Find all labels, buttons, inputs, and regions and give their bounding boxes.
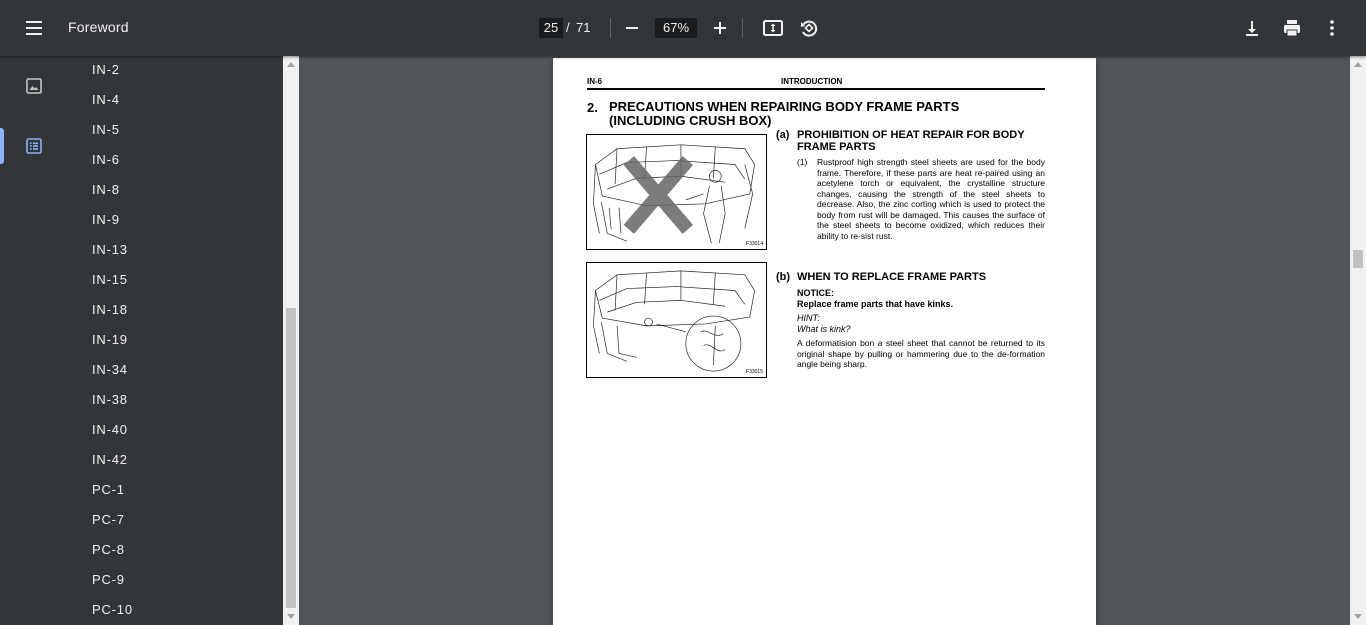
page-separator: /	[566, 20, 570, 35]
section-title: PRECAUTIONS WHEN REPAIRING BODY FRAME PARTS (INCLUDING CRUSH BOX)	[609, 99, 960, 128]
menu-icon[interactable]	[18, 14, 50, 42]
outline-item[interactable]: IN-13	[92, 242, 128, 257]
document-viewer	[299, 56, 1350, 625]
outline-item[interactable]: IN-18	[92, 302, 128, 317]
page-header-code: IN-6	[587, 77, 603, 86]
outline-item[interactable]: IN-5	[92, 122, 120, 137]
outline-item[interactable]: IN-34	[92, 362, 128, 377]
figure-code: F33015	[746, 369, 763, 375]
outline-item[interactable]: IN-15	[92, 272, 128, 287]
more-vert-icon[interactable]	[1318, 14, 1346, 42]
outline-item[interactable]: IN-19	[92, 332, 128, 347]
document-title: Foreword	[68, 19, 129, 35]
fit-page-icon[interactable]	[759, 14, 787, 42]
item-number: (1)	[797, 157, 808, 167]
hint-heading: HINT:	[797, 313, 820, 323]
outline-item[interactable]: IN-2	[92, 62, 120, 77]
outline-item[interactable]: PC-10	[92, 602, 133, 617]
zoom-out-icon[interactable]	[618, 14, 646, 42]
outline-item[interactable]: IN-9	[92, 212, 120, 227]
kink-definition-paragraph: A deformatision bon a steel sheet that cannot be returned to its original shape by pulling or hammering due to the de-formation angle being sharp.	[797, 338, 1045, 369]
heat-repair-paragraph: Rustproof high strength steel sheets are used for the body frame. Therefore, if these parts are heat re-paired using an acetylene torch or equivalent, the crystalline structure changes, causing the strength of the steel sheets to decrease. Also, the zinc corting which is used to protect the body from rust will be damaged. This causes the surface of the steel sheets to become oxidized, which reduces their ability to re-sist rust.	[817, 157, 1045, 241]
download-icon[interactable]	[1238, 14, 1266, 42]
scroll-down-arrow-icon[interactable]	[1354, 614, 1362, 619]
outline-item[interactable]: PC-7	[92, 512, 125, 527]
outline-item[interactable]: IN-8	[92, 182, 120, 197]
outline-item[interactable]: PC-1	[92, 482, 125, 497]
current-page-input[interactable]: 25	[539, 18, 563, 38]
outline-item[interactable]: IN-6	[92, 152, 120, 167]
toolbar-divider	[610, 18, 611, 38]
zoom-in-icon[interactable]	[706, 14, 734, 42]
rotate-icon[interactable]	[795, 14, 823, 42]
notice-heading: NOTICE:	[797, 288, 834, 298]
outline-item[interactable]: PC-8	[92, 542, 125, 557]
subsection-a-title: PROHIBITION OF HEAT REPAIR FOR BODY FRAME PARTS	[797, 129, 1025, 153]
outline-item[interactable]: IN-42	[92, 452, 128, 467]
outline-item[interactable]: IN-4	[92, 92, 120, 107]
figure-frame-replace	[586, 262, 767, 378]
page-header-title: INTRODUCTION	[781, 77, 843, 86]
thumbnail-view-icon[interactable]	[0, 67, 68, 105]
car-body-illustration	[587, 135, 766, 249]
scrollbar-thumb[interactable]	[1353, 250, 1363, 268]
total-pages: 71	[576, 20, 591, 35]
scroll-down-arrow-icon[interactable]	[287, 614, 295, 619]
car-frame-illustration	[587, 263, 766, 377]
viewer-scrollbar[interactable]	[1350, 56, 1366, 625]
pdf-toolbar	[0, 0, 1366, 56]
header-rule	[587, 88, 1045, 90]
scroll-up-arrow-icon[interactable]	[1354, 62, 1362, 67]
subsection-b-title: WHEN TO REPLACE FRAME PARTS	[797, 271, 987, 283]
sidebar-view-rail	[0, 56, 68, 625]
document-outline-icon[interactable]	[0, 127, 68, 165]
figure-heat-repair	[586, 134, 767, 250]
sidebar	[0, 56, 299, 625]
scrollbar-thumb[interactable]	[286, 308, 296, 608]
section-number: 2.	[587, 100, 598, 115]
notice-text: Replace frame parts that have kinks.	[797, 299, 954, 309]
pdf-page	[553, 58, 1096, 625]
sidebar-scrollbar[interactable]	[283, 56, 299, 625]
print-icon[interactable]	[1278, 14, 1306, 42]
subsection-b-label: (b)	[776, 271, 791, 283]
outline-item[interactable]: IN-38	[92, 392, 128, 407]
outline-item[interactable]: IN-40	[92, 422, 128, 437]
document-outline	[68, 56, 283, 625]
zoom-input[interactable]: 67%	[655, 18, 697, 38]
figure-code: F33014	[746, 241, 763, 247]
toolbar-divider	[742, 18, 743, 38]
hint-question: What is kink?	[797, 324, 851, 334]
outline-item[interactable]: PC-9	[92, 572, 125, 587]
scroll-up-arrow-icon[interactable]	[287, 62, 295, 67]
subsection-a-label: (a)	[776, 129, 790, 141]
